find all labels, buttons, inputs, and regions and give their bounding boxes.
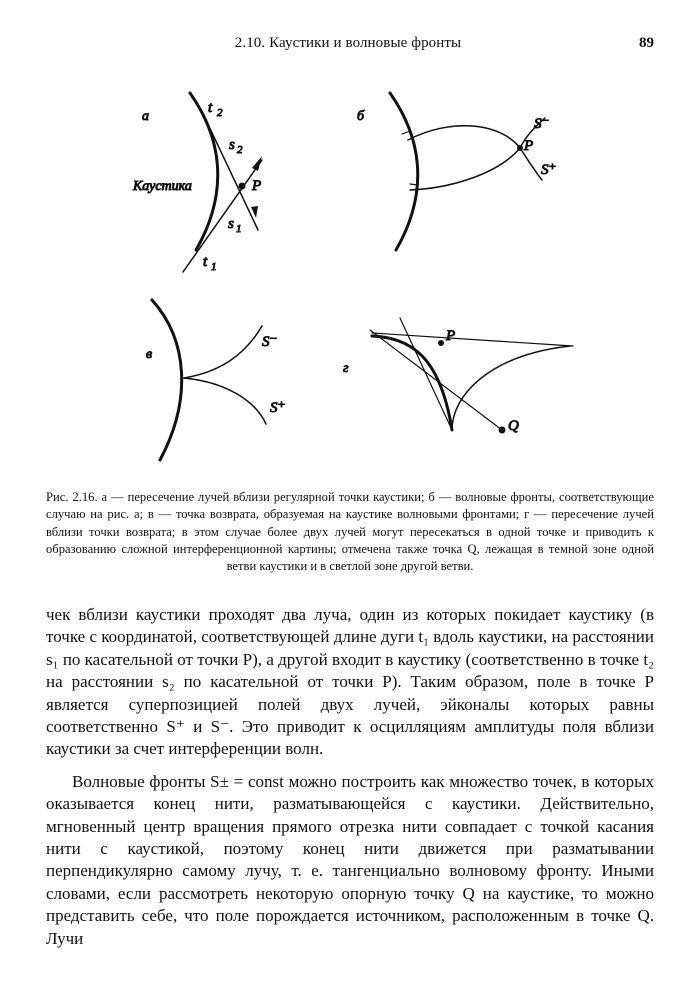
page-number: 89 (639, 35, 654, 51)
panel-v-front-plus (184, 378, 266, 424)
panel-a-caustic (190, 93, 218, 250)
paragraph-2: Волновые фронты S± = const можно построить как множество точек, в которых оказывается конец нити, разматывающейся с каустики. Действительно, мгновенный центр вращения прямого отрезка нити совпадает с точкой касания нити с каустикой, поэтому конец нити движется при разматывании перпендикулярно самому лучу, т. е. тангенциально волновому фронту. Иными словами, если рассмотреть некоторую опорную точку Q на каустике, то можно представить себе, что поле порождается источником, расположенным в точке Q. Лучи (46, 771, 654, 948)
panel-a-arrow-upper (252, 156, 262, 171)
panel-g-point-q (499, 427, 506, 434)
panel-b-front-plus (410, 148, 542, 190)
panel-a-label-t2: t (208, 100, 213, 116)
panel-v-caustic (152, 300, 182, 460)
panel-a-label-s2: s (229, 137, 235, 153)
panel-a-label-s2-sub: 2 (237, 144, 243, 156)
panel-a-label-t1-sub: 1 (211, 261, 217, 273)
panel-b-caustic (390, 93, 418, 250)
panel-a-label-t1: t (203, 254, 208, 270)
panel-a-point-p (239, 183, 246, 190)
panel-b-point-p (517, 145, 523, 151)
panel-g-letter: г (343, 361, 349, 376)
panel-a-label-t2-sub: 2 (217, 107, 223, 119)
figure-caption: Рис. 2.16. а — пересечение лучей вблизи регулярной точки каустики; б — волновые фронты, соответствующие случаю на рис. а; в — точка возврата, образуемая на каустике волновыми фронтами; г — пересечение лучей вблизи точки возврата; в этом случае более двух лучей могут пересекаться в одной точке и приводить к образованию сложной интерференционной картины; отмечена также точка Q, лежащая в темной зоне одной ветви каустики и в светлой зоне другой ветви. (46, 490, 654, 574)
figure-2-16 (0, 0, 696, 480)
panel-v (146, 300, 285, 460)
panel-b (357, 93, 556, 250)
panel-g (343, 318, 573, 434)
panel-v-letter: в (146, 347, 153, 362)
panel-a-label-s1: s (228, 216, 234, 232)
panel-a (132, 93, 262, 273)
panel-v-front-minus (184, 326, 262, 378)
panel-a-ray-lower (183, 160, 262, 272)
running-title: 2.10. Каустики и волновые фронты (234, 35, 462, 51)
panel-b-label-s-minus: S⁻ (534, 116, 550, 132)
panel-g-point-p (438, 340, 444, 346)
panel-g-ray-to-q (370, 330, 502, 430)
paragraph-1: чек вблизи каустики проходят два луча, один из которых покидает каустику (в точке с координатой, соответствующей длине дуги t₁ вдоль каустики, на расстоянии s₁ по касательной от точки P), а другой входит в каустику (соответственно в точке t₂ на расстоянии s₂ по касательной от точки P). Таким образом, поле в точке P является суперпозицией полей двух лучей, эйконалы которых равны соответственно S⁺ и S⁻. Это приводит к осцилляциям амплитуды поля вблизи каустики за счет интерференции волн. (46, 605, 654, 759)
panel-a-caustic-label: Каустика (133, 179, 192, 194)
panel-b-label-s-plus: S⁺ (541, 162, 557, 178)
panel-a-label-s1-sub: 1 (236, 223, 242, 235)
body-text (46, 604, 654, 950)
panel-a-letter: а (142, 109, 149, 124)
panel-v-label-s-plus: S⁺ (270, 400, 286, 416)
panel-v-label-s-minus: S⁻ (262, 334, 278, 350)
panel-g-label-q: Q (508, 418, 519, 434)
panel-a-label-p: P (252, 178, 262, 194)
panel-g-ray-steep (400, 318, 452, 430)
panel-b-label-p: P (524, 138, 534, 154)
panel-b-letter: б (357, 109, 365, 124)
panel-g-label-p: P (446, 328, 456, 344)
